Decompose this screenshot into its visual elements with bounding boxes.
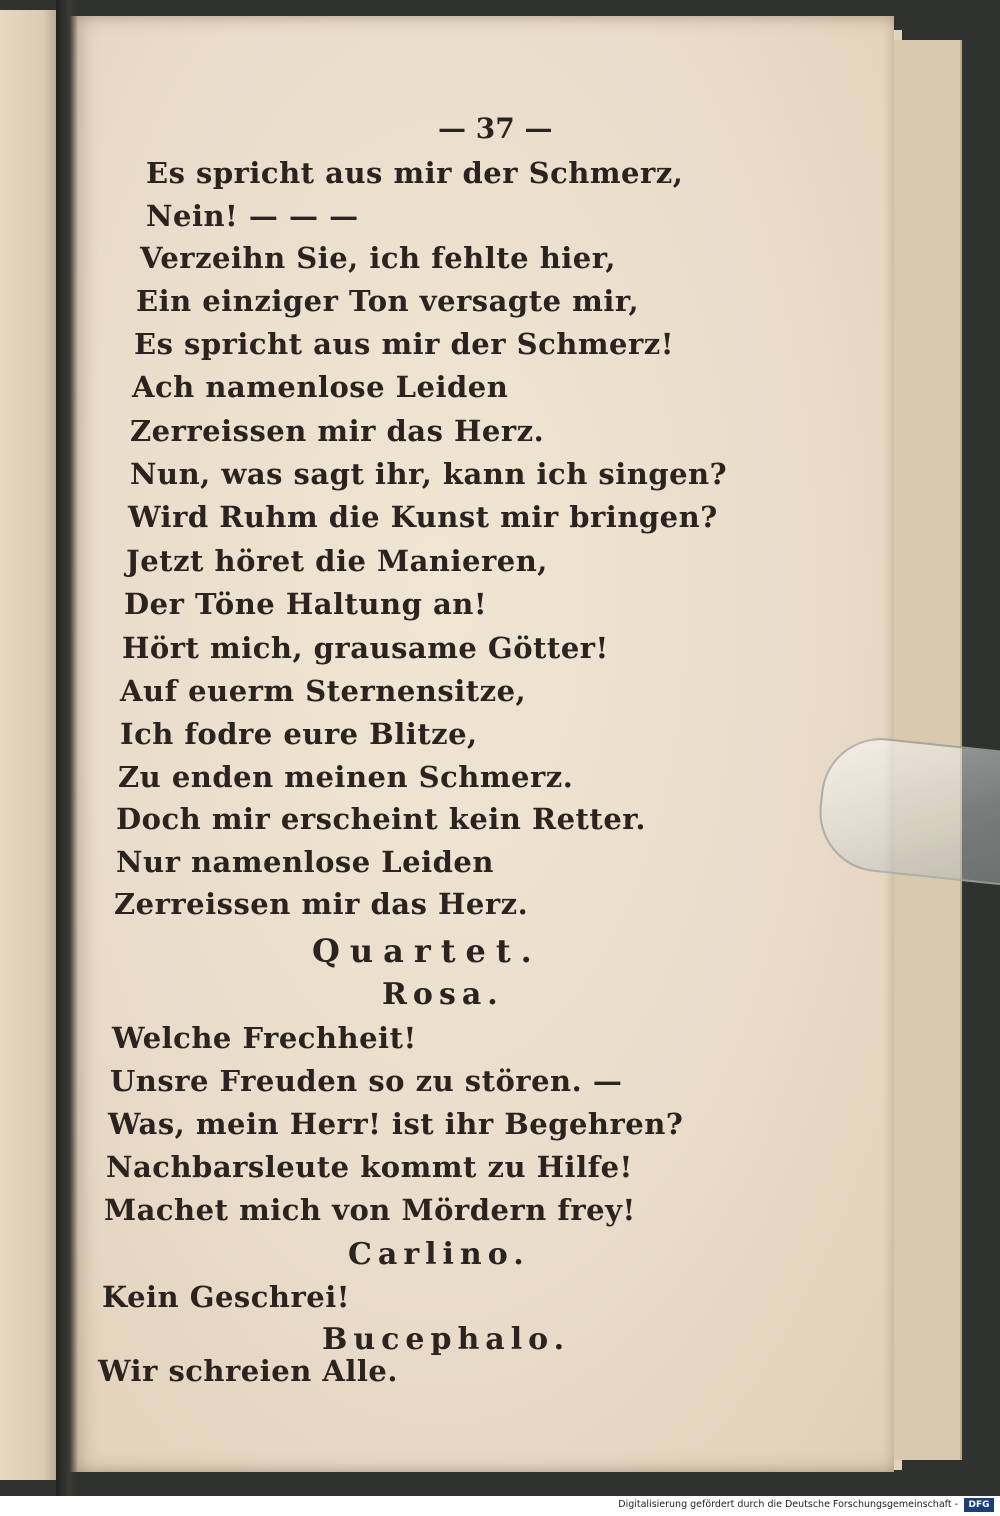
verse-line: Es spricht aus mir der Schmerz!	[134, 327, 674, 361]
speaker-name: Carlino.	[348, 1237, 530, 1272]
verse-line: Machet mich von Mördern frey!	[104, 1193, 636, 1227]
verse-line: Nachbarsleute kommt zu Hilfe!	[106, 1150, 633, 1184]
dfg-logo: DFG	[964, 1498, 994, 1512]
verse-line: Nun, was sagt ihr, kann ich singen?	[130, 457, 728, 491]
verse-line: Wird Ruhm die Kunst mir bringen?	[128, 500, 718, 534]
left-facing-page	[0, 10, 62, 1480]
verse-line: Auf euerm Sternensitze,	[120, 674, 527, 708]
footer-bar	[0, 1496, 1000, 1516]
verse-line: Nur namenlose Leiden	[116, 845, 494, 879]
book-spine-shadow	[56, 0, 78, 1496]
verse-line: Jetzt höret die Manieren,	[126, 544, 548, 578]
verse-line: Wir schreien Alle.	[98, 1354, 398, 1388]
verse-line: Verzeihn Sie, ich fehlte hier,	[140, 241, 617, 275]
page-number: — 37 —	[438, 112, 553, 145]
section-heading: Quartet.	[312, 932, 542, 970]
speaker-name: Rosa.	[382, 977, 504, 1012]
verse-line: Was, mein Herr! ist ihr Begehren?	[108, 1107, 684, 1141]
verse-line: Nein! — — —	[146, 199, 359, 233]
verse-line: Ich fodre eure Blitze,	[120, 717, 478, 751]
funding-credit: Digitalisierung gefördert durch die Deutsche Forschungsgemeinschaft -	[618, 1499, 958, 1510]
verse-line: Zerreissen mir das Herz.	[130, 414, 545, 448]
verse-line: Kein Geschrei!	[102, 1280, 350, 1314]
verse-line: Hört mich, grausame Götter!	[122, 631, 609, 665]
book-page	[68, 16, 894, 1472]
verse-line: Welche Frechheit!	[112, 1021, 417, 1055]
verse-line: Zerreissen mir das Herz.	[114, 887, 529, 921]
verse-line: Unsre Freuden so zu stören. —	[110, 1064, 623, 1098]
verse-line: Ein einziger Ton versagte mir,	[136, 284, 640, 318]
verse-line: Zu enden meinen Schmerz.	[118, 760, 574, 794]
verse-line: Der Töne Haltung an!	[124, 587, 488, 621]
speaker-name: Bucephalo.	[322, 1322, 571, 1357]
verse-line: Es spricht aus mir der Schmerz,	[146, 156, 684, 190]
verse-line: Ach namenlose Leiden	[132, 370, 509, 404]
verse-line: Doch mir erscheint kein Retter.	[116, 802, 646, 836]
